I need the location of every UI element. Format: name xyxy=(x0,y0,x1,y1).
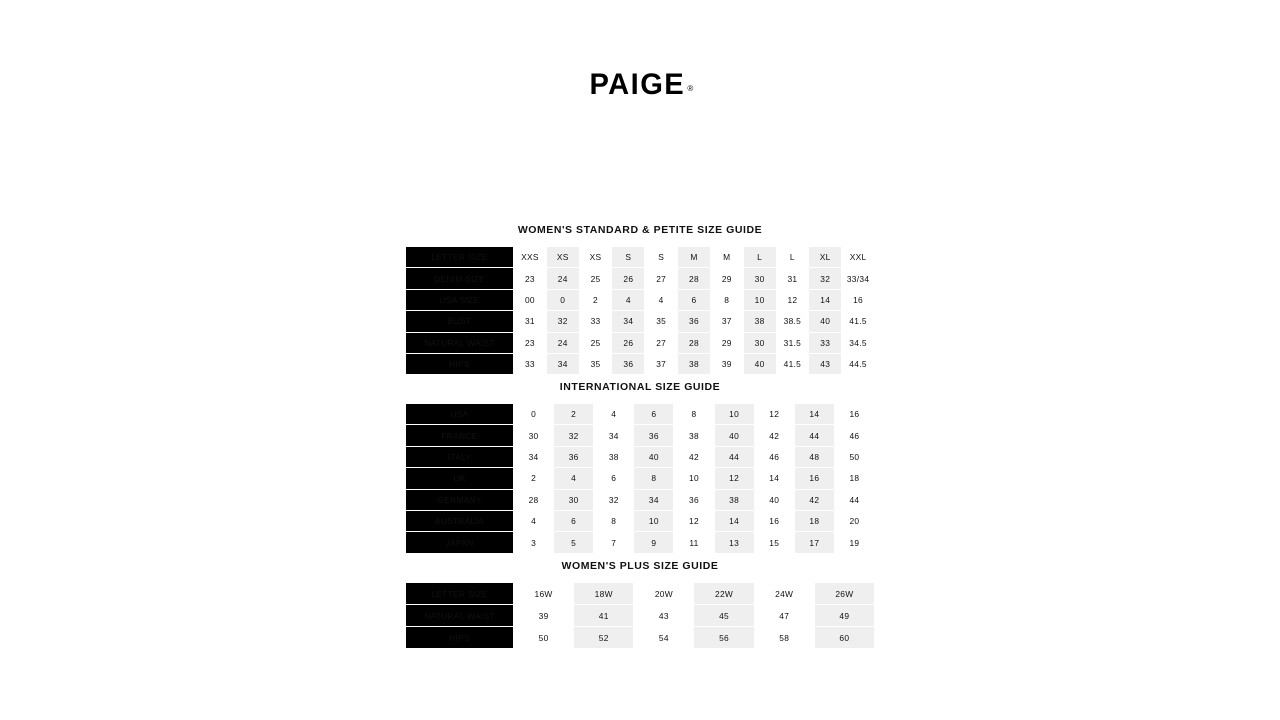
table-cell: S xyxy=(612,247,645,268)
table-cell: 34 xyxy=(514,446,554,467)
table-cell: 30 xyxy=(743,268,776,289)
table-cell: 38 xyxy=(678,353,711,374)
section-title: WOMEN'S STANDARD & PETITE SIZE GUIDE xyxy=(517,224,763,236)
size-table-standard xyxy=(405,246,875,375)
table-cell: 36 xyxy=(554,446,594,467)
table-cell: 33/34 xyxy=(842,268,875,289)
table-cell: 32 xyxy=(594,489,634,510)
table-cell: 3 xyxy=(514,532,554,553)
table-cell: 32 xyxy=(546,311,579,332)
table-cell: 38 xyxy=(594,446,634,467)
section-title: WOMEN'S PLUS SIZE GUIDE xyxy=(561,560,719,572)
table-cell: XS xyxy=(579,247,612,268)
table-cell: 2 xyxy=(514,468,554,489)
table-cell: 33 xyxy=(809,332,842,353)
section-womens-standard-petite xyxy=(405,224,875,375)
table-cell: 10 xyxy=(674,468,714,489)
table-cell: 16 xyxy=(794,468,834,489)
table-cell: 41.5 xyxy=(776,353,809,374)
table-row xyxy=(406,605,875,627)
table-cell: 42 xyxy=(794,489,834,510)
table-cell: 32 xyxy=(809,268,842,289)
table-cell: 19 xyxy=(834,532,874,553)
table-cell: 56 xyxy=(694,627,754,649)
table-cell: 33 xyxy=(579,311,612,332)
table-cell: 24W xyxy=(754,583,814,605)
table-cell: XXS xyxy=(514,247,547,268)
table-cell: XL xyxy=(809,247,842,268)
table-cell: 24 xyxy=(546,332,579,353)
table-cell: 40 xyxy=(634,446,674,467)
table-cell: 32 xyxy=(554,425,594,446)
table-row xyxy=(406,332,875,353)
table-cell: 34.5 xyxy=(842,332,875,353)
table-cell: 31.5 xyxy=(776,332,809,353)
table-cell: 8 xyxy=(634,468,674,489)
table-cell: 16W xyxy=(514,583,574,605)
table-cell: 8 xyxy=(710,289,743,310)
table-cell: 13 xyxy=(714,532,754,553)
table-cell: 37 xyxy=(645,353,678,374)
table-cell: 14 xyxy=(754,468,794,489)
table-cell: 38.5 xyxy=(776,311,809,332)
table-row xyxy=(406,446,875,467)
row-header: AUSTRALIA xyxy=(406,510,514,531)
table-row xyxy=(406,583,875,605)
table-cell: 36 xyxy=(612,353,645,374)
row-header: NATURAL WAIST xyxy=(406,605,514,627)
table-row xyxy=(406,489,875,510)
table-row xyxy=(406,311,875,332)
table-cell: 12 xyxy=(714,468,754,489)
table-cell: 2 xyxy=(579,289,612,310)
row-header: HIPS xyxy=(406,627,514,649)
table-cell: 40 xyxy=(754,489,794,510)
row-header: ITALY xyxy=(406,446,514,467)
table-cell: 29 xyxy=(710,268,743,289)
brand-name: PAIGE xyxy=(589,68,685,101)
table-cell: 30 xyxy=(514,425,554,446)
table-cell: 17 xyxy=(794,532,834,553)
table-cell: 0 xyxy=(546,289,579,310)
table-cell: 31 xyxy=(776,268,809,289)
table-cell: 26W xyxy=(814,583,874,605)
table-cell: 4 xyxy=(645,289,678,310)
row-header: LETTER SIZE xyxy=(406,247,514,268)
table-cell: XS xyxy=(546,247,579,268)
table-cell: 40 xyxy=(809,311,842,332)
table-cell: 9 xyxy=(634,532,674,553)
table-cell: 23 xyxy=(514,268,547,289)
section-womens-plus xyxy=(405,560,875,649)
table-cell: 36 xyxy=(678,311,711,332)
table-row xyxy=(406,247,875,268)
row-header: USA SIZE xyxy=(406,289,514,310)
table-cell: 46 xyxy=(834,425,874,446)
table-cell: 28 xyxy=(678,332,711,353)
table-cell: 42 xyxy=(674,446,714,467)
table-cell: 50 xyxy=(514,627,574,649)
table-cell: 00 xyxy=(514,289,547,310)
table-cell: 41 xyxy=(574,605,634,627)
section-title: INTERNATIONAL SIZE GUIDE xyxy=(559,381,721,393)
table-cell: 26 xyxy=(612,332,645,353)
table-cell: 34 xyxy=(612,311,645,332)
table-cell: 52 xyxy=(574,627,634,649)
table-cell: L xyxy=(743,247,776,268)
table-cell: 28 xyxy=(514,489,554,510)
table-cell: 39 xyxy=(514,605,574,627)
table-cell: 44.5 xyxy=(842,353,875,374)
size-table-plus xyxy=(405,582,875,649)
table-cell: 16 xyxy=(842,289,875,310)
table-cell: 39 xyxy=(710,353,743,374)
table-cell: 28 xyxy=(678,268,711,289)
table-cell: 20 xyxy=(834,510,874,531)
table-cell: 38 xyxy=(743,311,776,332)
table-cell: 34 xyxy=(634,489,674,510)
size-table-international xyxy=(405,403,875,554)
table-cell: 37 xyxy=(710,311,743,332)
table-body xyxy=(406,404,875,554)
table-cell: 40 xyxy=(714,425,754,446)
table-cell: 34 xyxy=(594,425,634,446)
table-cell: 60 xyxy=(814,627,874,649)
table-cell: 5 xyxy=(554,532,594,553)
table-cell: 6 xyxy=(554,510,594,531)
table-cell: 4 xyxy=(594,404,634,425)
table-cell: 25 xyxy=(579,268,612,289)
table-cell: 30 xyxy=(554,489,594,510)
table-cell: 44 xyxy=(714,446,754,467)
table-cell: 16 xyxy=(834,404,874,425)
table-cell: 35 xyxy=(579,353,612,374)
table-cell: 35 xyxy=(645,311,678,332)
table-cell: 31 xyxy=(514,311,547,332)
table-cell: 12 xyxy=(674,510,714,531)
table-cell: 6 xyxy=(634,404,674,425)
table-cell: 7 xyxy=(594,532,634,553)
table-cell: 14 xyxy=(809,289,842,310)
row-header: BUST xyxy=(406,311,514,332)
table-cell: 18 xyxy=(794,510,834,531)
row-header: USA xyxy=(406,404,514,425)
table-cell: 40 xyxy=(743,353,776,374)
table-cell: 44 xyxy=(794,425,834,446)
table-cell: 22W xyxy=(694,583,754,605)
table-cell: 6 xyxy=(678,289,711,310)
table-cell: 2 xyxy=(554,404,594,425)
table-cell: 47 xyxy=(754,605,814,627)
table-cell: 12 xyxy=(776,289,809,310)
table-row xyxy=(406,532,875,553)
row-header: LETTER SIZE xyxy=(406,583,514,605)
table-cell: 33 xyxy=(514,353,547,374)
table-cell: 14 xyxy=(714,510,754,531)
table-cell: 10 xyxy=(743,289,776,310)
table-row xyxy=(406,627,875,649)
table-row xyxy=(406,404,875,425)
table-cell: 4 xyxy=(554,468,594,489)
table-cell: 25 xyxy=(579,332,612,353)
section-international xyxy=(405,381,875,554)
table-cell: 18W xyxy=(574,583,634,605)
table-body xyxy=(406,583,875,649)
table-cell: 58 xyxy=(754,627,814,649)
table-cell: 48 xyxy=(794,446,834,467)
table-cell: 36 xyxy=(674,489,714,510)
table-cell: 8 xyxy=(674,404,714,425)
table-cell: M xyxy=(678,247,711,268)
row-header: DENIM SIZE xyxy=(406,268,514,289)
table-cell: 0 xyxy=(514,404,554,425)
row-header: FRANCE xyxy=(406,425,514,446)
table-cell: 38 xyxy=(674,425,714,446)
table-row xyxy=(406,268,875,289)
table-cell: 16 xyxy=(754,510,794,531)
table-cell: 43 xyxy=(809,353,842,374)
row-header: UK xyxy=(406,468,514,489)
table-row xyxy=(406,353,875,374)
table-cell: 43 xyxy=(634,605,694,627)
table-cell: 4 xyxy=(514,510,554,531)
table-cell: 26 xyxy=(612,268,645,289)
table-cell: 10 xyxy=(634,510,674,531)
table-cell: 46 xyxy=(754,446,794,467)
table-cell: 4 xyxy=(612,289,645,310)
table-cell: 27 xyxy=(645,268,678,289)
table-cell: L xyxy=(776,247,809,268)
table-cell: 27 xyxy=(645,332,678,353)
row-header: NATURAL WAIST xyxy=(406,332,514,353)
table-body xyxy=(406,247,875,375)
table-cell: 29 xyxy=(710,332,743,353)
table-cell: 30 xyxy=(743,332,776,353)
table-cell: 34 xyxy=(546,353,579,374)
table-cell: 54 xyxy=(634,627,694,649)
table-cell: 44 xyxy=(834,489,874,510)
table-row xyxy=(406,425,875,446)
row-header: HIPS xyxy=(406,353,514,374)
table-row xyxy=(406,468,875,489)
table-cell: 6 xyxy=(594,468,634,489)
row-header: JAPAN xyxy=(406,532,514,553)
table-cell: 20W xyxy=(634,583,694,605)
table-cell: 49 xyxy=(814,605,874,627)
table-cell: M xyxy=(710,247,743,268)
table-cell: 15 xyxy=(754,532,794,553)
table-cell: XXL xyxy=(842,247,875,268)
table-cell: 50 xyxy=(834,446,874,467)
table-row xyxy=(406,289,875,310)
table-row xyxy=(406,510,875,531)
brand-logo xyxy=(0,70,1280,100)
table-cell: 12 xyxy=(754,404,794,425)
table-cell: 14 xyxy=(794,404,834,425)
table-cell: S xyxy=(645,247,678,268)
row-header: GERMANY xyxy=(406,489,514,510)
table-cell: 23 xyxy=(514,332,547,353)
table-cell: 11 xyxy=(674,532,714,553)
table-cell: 38 xyxy=(714,489,754,510)
table-cell: 36 xyxy=(634,425,674,446)
table-cell: 24 xyxy=(546,268,579,289)
table-cell: 8 xyxy=(594,510,634,531)
table-cell: 41.5 xyxy=(842,311,875,332)
registered-trademark-icon: ® xyxy=(687,83,694,93)
table-cell: 10 xyxy=(714,404,754,425)
table-cell: 18 xyxy=(834,468,874,489)
table-cell: 45 xyxy=(694,605,754,627)
table-cell: 42 xyxy=(754,425,794,446)
